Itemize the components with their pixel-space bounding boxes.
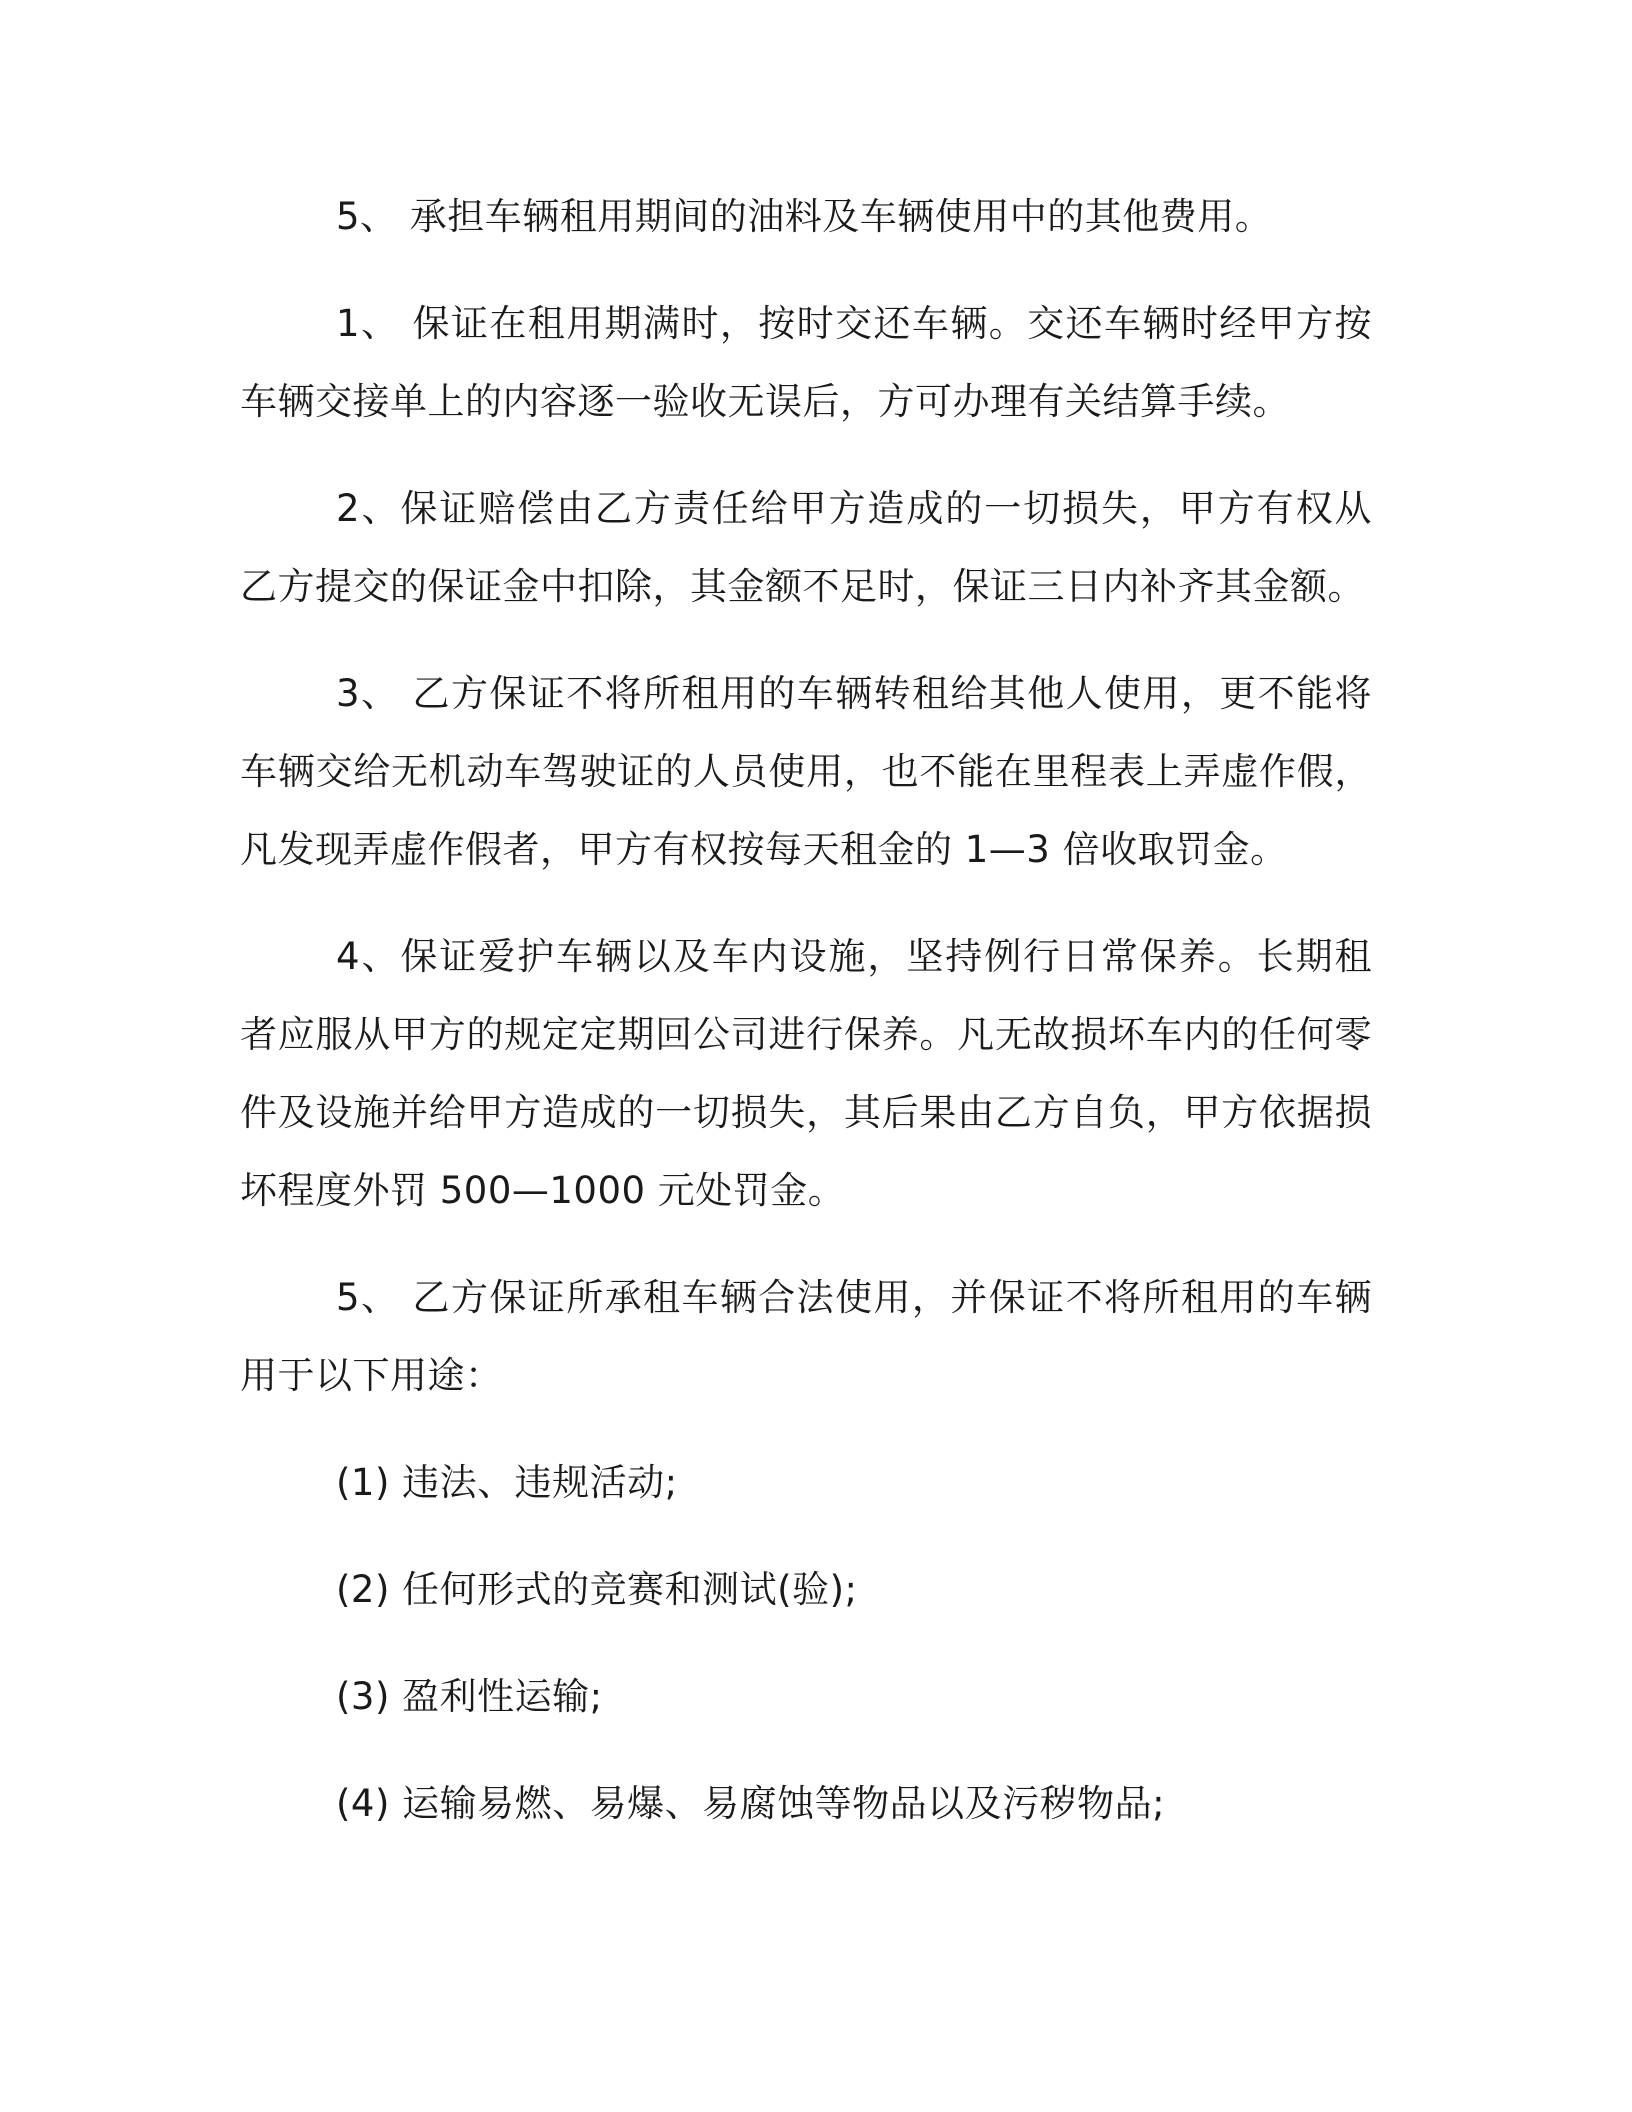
list-item: (1) 违法、违规活动;: [336, 1461, 678, 1504]
paragraph-compensation: 2、保证赔偿由乙方责任给甲方造成的一切损失，甲方有权从乙方提交的保证金中扣除，其金额不足时，保证三日内补齐其金额。: [240, 487, 1372, 608]
paragraph-legal-use: 5、 乙方保证所承租车辆合法使用，并保证不将所租用的车辆用于以下用途：: [240, 1276, 1372, 1397]
paragraph-fuel-costs: 5、 承担车辆租用期间的油料及车辆使用中的其他费用。: [336, 195, 1273, 238]
list-item: (4) 运输易燃、易爆、易腐蚀等物品以及污秽物品;: [336, 1782, 1166, 1825]
paragraph-return-vehicle: 1、 保证在租用期满时，按时交还车辆。交还车辆时经甲方按车辆交接单上的内容逐一验收无误后，方可办理有关结算手续。: [240, 302, 1372, 423]
document-body: [240, 178, 1372, 1872]
list-item: (2) 任何形式的竞赛和测试(验);: [336, 1568, 858, 1611]
list-item: (3) 盈利性运输;: [336, 1675, 603, 1718]
paragraph-maintenance: 4、保证爱护车辆以及车内设施，坚持例行日常保养。长期租者应服从甲方的规定定期回公司进行保养。凡无故损坏车内的任何零件及设施并给甲方造成的一切损失，其后果由乙方自负，甲方依据损坏程度外罚 500—1000 元处罚金。: [240, 935, 1372, 1212]
paragraph-no-sublease: 3、 乙方保证不将所租用的车辆转租给其他人使用，更不能将车辆交给无机动车驾驶证的人员使用，也不能在里程表上弄虚作假，凡发现弄虚作假者，甲方有权按每天租金的 1—3 倍收取罚金。: [240, 672, 1372, 871]
